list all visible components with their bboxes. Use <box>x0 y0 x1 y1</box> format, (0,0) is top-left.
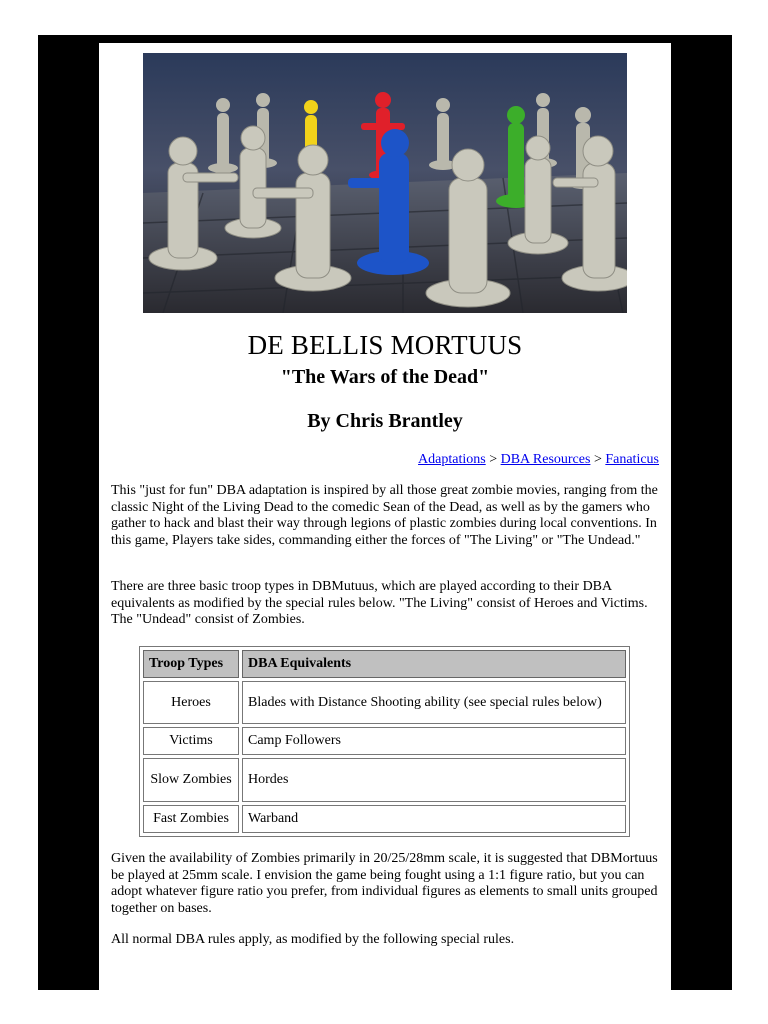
breadcrumb <box>418 452 659 468</box>
document-page <box>99 43 671 990</box>
table-row <box>143 681 626 724</box>
author-byline: By Chris Brantley <box>307 410 463 432</box>
table-header-row <box>143 650 626 678</box>
table-row <box>143 805 626 833</box>
dba-equivalent-cell: Camp Followers <box>242 727 626 755</box>
breadcrumb-separator: > <box>593 452 602 467</box>
intro-paragraph: This "just for fun" DBA adaptation is inspired by all those great zombie movies, ranging from the classic Night of the Living Dead to the comedic Sean of the Dead, as well as by the gamers who gather to hack and blast their way through legions of plastic zombies during local conventions. In this game, Players take sides, commanding either the forces of "The Living" or "The Undead." <box>111 483 658 548</box>
page-title: DE BELLIS MORTUUS <box>247 330 523 360</box>
dba-equivalent-cell: Blades with Distance Shooting ability (see special rules below) <box>242 681 626 724</box>
breadcrumb-link-adaptations[interactable]: Adaptations <box>418 452 486 467</box>
table-row <box>143 758 626 802</box>
troop-types-table <box>139 646 630 837</box>
zombie-figures-photo <box>143 53 627 313</box>
scale-paragraph: Given the availability of Zombies primarily in 20/25/28mm scale, it is suggested that DBMortuus be played at 25mm scale. I envision the game being fought using a 1:1 figure ratio, but you can adopt whatever figure ratio you prefer, from individual figures as elements to small units grouped together on bases. <box>111 851 658 916</box>
rules-paragraph: All normal DBA rules apply, as modified by the following special rules. <box>111 932 515 947</box>
troop-type-cell: Heroes <box>143 681 239 724</box>
breadcrumb-link-dba-resources[interactable]: DBA Resources <box>500 452 591 467</box>
breadcrumb-separator: > <box>489 452 498 467</box>
troop-type-cell: Slow Zombies <box>143 758 239 802</box>
dba-equivalent-cell: Hordes <box>242 758 626 802</box>
column-header-dba-equivalents: DBA Equivalents <box>242 650 626 678</box>
troop-type-cell: Victims <box>143 727 239 755</box>
troop-type-cell: Fast Zombies <box>143 805 239 833</box>
dba-equivalent-cell: Warband <box>242 805 626 833</box>
troop-types-paragraph: There are three basic troop types in DBMutuus, which are played according to their DBA equivalents as modified by the special rules below. "The Living" consist of Heroes and Victims. The "Undead" consist of Zombies. <box>111 579 648 627</box>
column-header-troop-types: Troop Types <box>143 650 239 678</box>
page-subtitle: "The Wars of the Dead" <box>280 366 490 388</box>
breadcrumb-link-fanaticus[interactable]: Fanaticus <box>605 452 659 467</box>
table-row <box>143 727 626 755</box>
